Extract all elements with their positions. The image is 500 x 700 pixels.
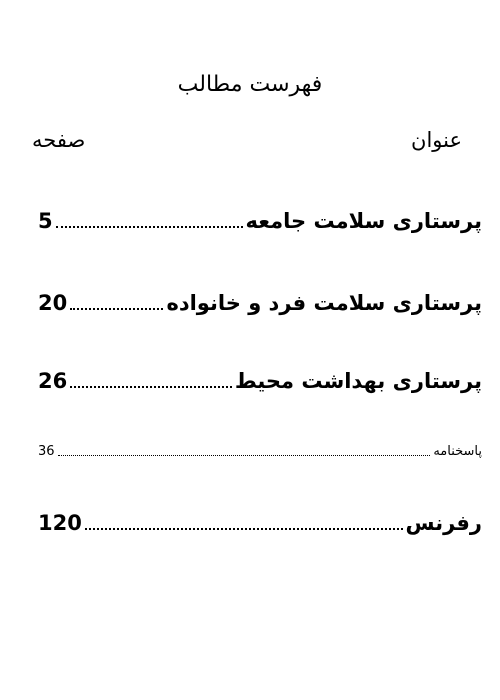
entry-page-number: 5 <box>38 209 53 233</box>
entry-page-number: 120 <box>38 511 82 535</box>
toc-entry-answer-key <box>38 424 482 458</box>
entry-title: رفرنس <box>405 511 482 535</box>
dot-leader <box>56 226 243 228</box>
entry-page-number: 26 <box>38 369 68 393</box>
entry-title: پرستاری سلامت جامعه <box>245 209 482 233</box>
entry-title: پرستاری سلامت فرد و خانواده <box>166 291 482 315</box>
entry-title: پرستاری بهداشت محیط <box>234 369 482 393</box>
dot-leader <box>70 386 232 388</box>
toc-heading: فهرست مطالب <box>177 72 323 97</box>
entry-title: پاسخنامه <box>433 444 482 459</box>
column-heading-page: صفحه <box>32 128 86 152</box>
toc-entry-community-health <box>38 198 482 232</box>
dot-leader <box>58 455 431 456</box>
toc-entry-family-health <box>38 280 482 314</box>
dot-leader <box>85 528 403 530</box>
entry-page-number: 20 <box>38 291 68 315</box>
dot-leader <box>70 308 163 310</box>
toc-entry-environmental-health <box>38 358 482 392</box>
toc-entry-references <box>38 500 482 534</box>
entry-page-number: 36 <box>38 444 55 459</box>
column-heading-title: عنوان <box>411 128 462 152</box>
